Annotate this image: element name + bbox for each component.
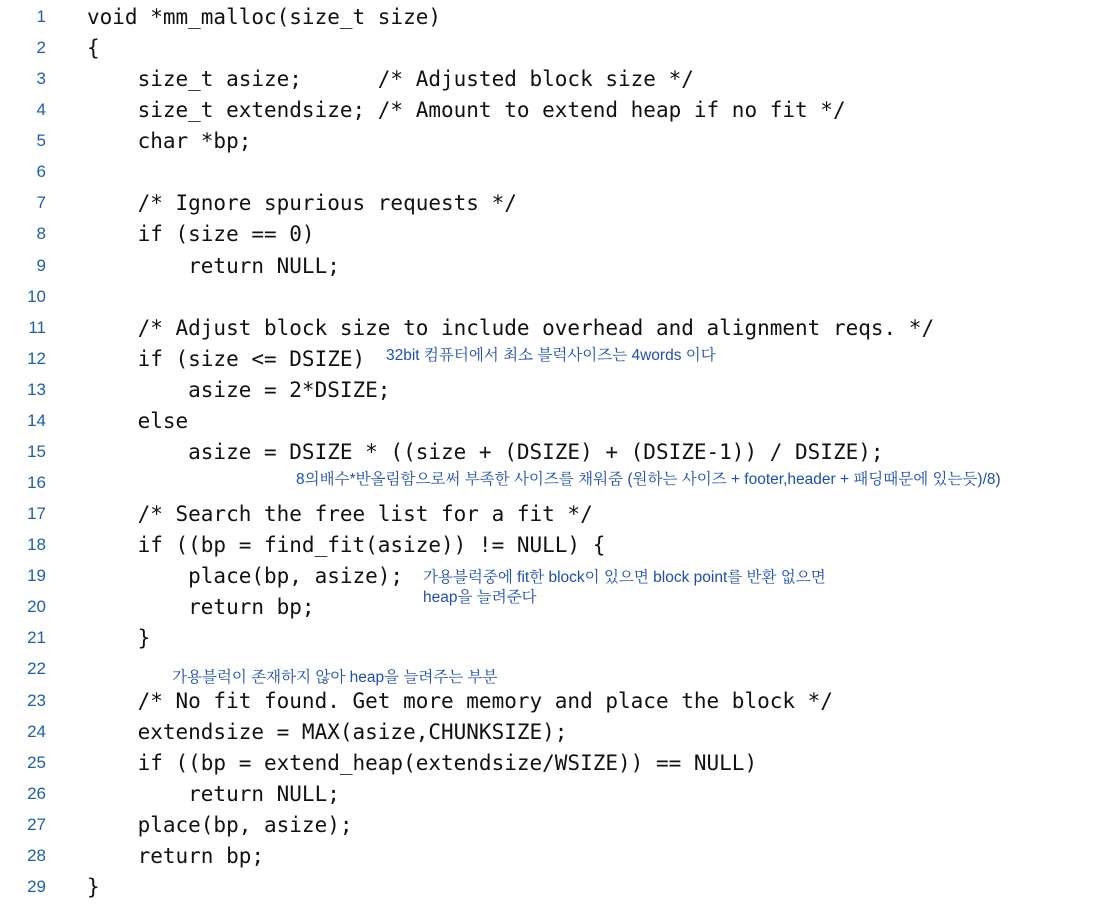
line-number: 21 (27, 628, 46, 648)
line-number: 29 (27, 876, 46, 896)
code-line (0, 778, 1120, 809)
code-text: return NULL; (87, 253, 340, 278)
code-text: /* Ignore spurious requests */ (87, 191, 517, 216)
code-text: size_t asize; /* Adjusted block size */ (87, 67, 694, 92)
code-line (0, 747, 1120, 778)
annotation-round-up: 8의배수*반올림함으로써 부족한 사이즈를 채워줌 (원하는 사이즈 + footer,header + 패딩때문에 있는듯)/8) (296, 471, 1001, 488)
code-text: char *bp; (87, 129, 252, 154)
line-number: 7 (36, 193, 46, 213)
code-line (0, 871, 1120, 902)
line-number: 3 (36, 69, 46, 89)
line-number: 13 (27, 379, 46, 399)
code-text: /* Adjust block size to include overhead and alignment reqs. */ (87, 315, 935, 340)
code-text: asize = DSIZE * ((size + (DSIZE) + (DSIZE-1)) / DSIZE); (87, 439, 884, 464)
annotation-min-block-size: 32bit 컴퓨터에서 최소 블럭사이즈는 4words 이다 (386, 347, 716, 364)
line-number: 18 (27, 535, 46, 555)
code-text: if (size <= DSIZE) (87, 346, 366, 371)
line-number: 4 (36, 100, 46, 120)
code-line (0, 2, 1120, 33)
code-text: return NULL; (87, 781, 340, 806)
line-number: 1 (36, 7, 46, 26)
code-text: return bp; (87, 843, 265, 868)
line-number: 22 (27, 659, 46, 679)
code-line (0, 126, 1120, 157)
line-number: 26 (27, 783, 46, 803)
line-number: 17 (27, 504, 46, 524)
code-line (0, 809, 1120, 840)
code-line (0, 281, 1120, 312)
code-line (0, 188, 1120, 219)
line-number: 25 (27, 752, 46, 772)
line-number: 10 (27, 286, 46, 306)
line-number: 8 (36, 224, 46, 244)
code-line (0, 374, 1120, 405)
code-text: size_t extendsize; /* Amount to extend heap if no fit */ (87, 98, 846, 123)
line-number: 6 (36, 162, 46, 182)
code-line (0, 219, 1120, 250)
code-text: place(bp, asize); (87, 812, 353, 837)
code-text: /* Search the free list for a fit */ (87, 502, 593, 527)
line-number: 19 (27, 566, 46, 586)
line-number: 27 (27, 814, 46, 834)
line-number: 5 (36, 131, 46, 151)
line-number: 9 (36, 255, 46, 275)
annotation-no-fit: 가용블럭이 존재하지 않아 heap을 늘려주는 부분 (172, 669, 498, 686)
code-text: asize = 2*DSIZE; (87, 377, 391, 402)
code-text: if ((bp = extend_heap(extendsize/WSIZE)) == NULL) (87, 750, 758, 775)
line-number: 23 (27, 690, 46, 710)
code-text: /* No fit found. Get more memory and place the block */ (87, 688, 833, 713)
line-number: 14 (27, 410, 46, 430)
line-number: 24 (27, 721, 46, 741)
line-number: 11 (28, 317, 46, 337)
code-line (0, 33, 1120, 64)
line-number: 12 (27, 348, 46, 368)
code-text: extendsize = MAX(asize,CHUNKSIZE); (87, 719, 568, 744)
code-line (0, 716, 1120, 747)
line-number: 28 (27, 845, 46, 865)
code-line (0, 312, 1120, 343)
code-text: place(bp, asize); (87, 564, 404, 589)
line-number: 15 (27, 441, 46, 461)
code-text: { (87, 36, 100, 61)
code-line (0, 436, 1120, 467)
code-line (0, 405, 1120, 436)
code-line (0, 499, 1120, 530)
code-line (0, 654, 1120, 685)
code-text: return bp; (87, 595, 315, 620)
code-line (0, 840, 1120, 871)
code-text: } (87, 626, 151, 651)
code-line (0, 685, 1120, 716)
line-number: 2 (36, 38, 46, 58)
code-text: } (87, 874, 100, 899)
annotation-fit-found: 가용블럭중에 fit한 block이 있으면 block point를 반환 없으면 heap을 늘려준다 (423, 569, 826, 606)
code-text: void *mm_malloc(size_t size) (87, 5, 442, 29)
code-line (0, 250, 1120, 281)
code-text: if (size == 0) (87, 222, 315, 247)
line-number: 16 (27, 473, 46, 493)
code-text: if ((bp = find_fit(asize)) != NULL) { (87, 533, 606, 558)
code-text: else (87, 408, 189, 433)
code-line (0, 157, 1120, 188)
code-line (0, 623, 1120, 654)
code-line (0, 95, 1120, 126)
code-line (0, 530, 1120, 561)
code-line (0, 64, 1120, 95)
line-number: 20 (27, 597, 46, 617)
